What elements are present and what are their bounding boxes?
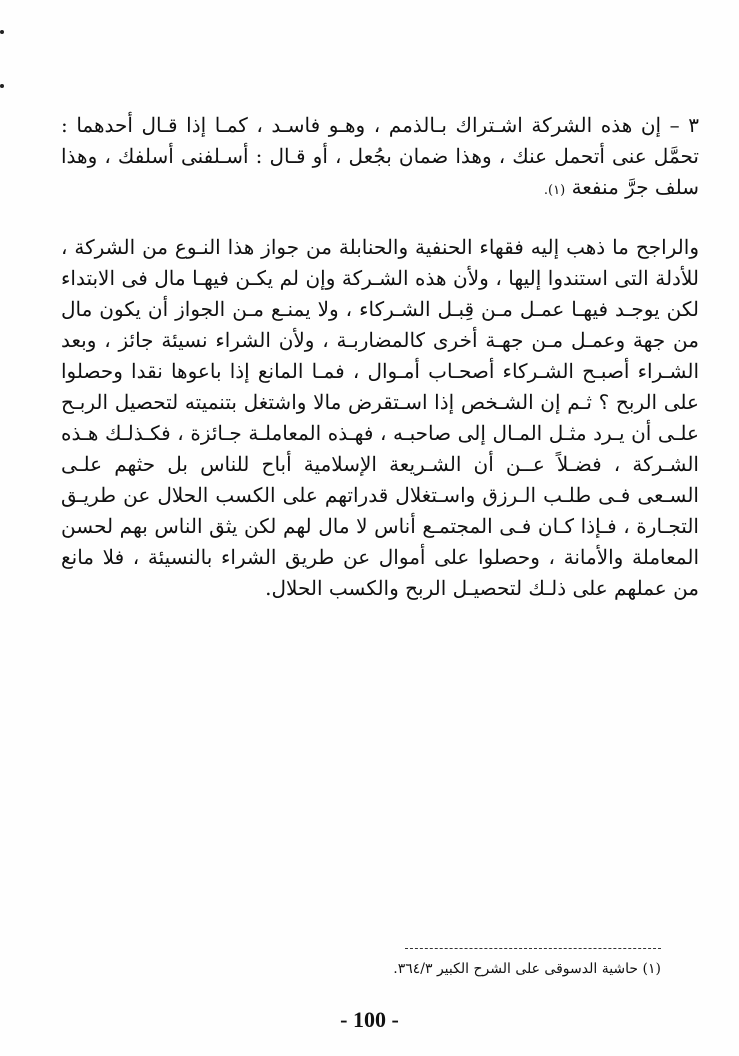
footnote: (١) حاشية الدسوقى على الشرح الكبير ٣٦٤/٣. [393,961,661,977]
paragraph-1 [61,110,699,206]
footnote-reference: (١). [543,183,566,198]
paragraph-2: والراجح ما ذهب إليه فقهاء الحنفية والحنابلة من جواز هذا النـوع من الشركة ، للأدلة التى استندوا إليها ، ولأن هذه الشـركة وإن لم يكـن فيهـا مال فى الابتداء لكن يوجـد فيهـا عمـل مـن قِبـل الشـركاء ، ولا يمنـع مـن الجواز أن يكون مال من جهة وعمـل مـن جهـة أخرى كالمضاربـة ، ولأن الشراء نسيئة جائز ، وبعد الشـراء أصبـح الشـركاء أصحـاب أمـوال ، فمـا المانع إذا باعوها نقدا وحصلوا على الربح ؟ ثـم إن الشـخص إذا اسـتقرض مالا واشتغل بتنميته لتحصيل الربـح علـى أن يـرد مثـل المـال إلى صاحبـه ، فهـذه المعاملـة جـائزة ، فكـذلـك هـذه الشـركة ، فضـلاً عــن أن الشـريعة الإسلامية أباح للناس بل حثهم علـى السـعى فـى طلـب الـرزق واسـتغلال قدراتهم على الكسب الحلال عن طريـق التجـارة ، فـإذا كـان فـى المجتمـع أناس لا مال لهم لكن يثق الناس بهم لحسن المعاملة والأمانة ، وحصلوا على أموال عن طريق الشراء بالنسيئة ، فلا مانع من عملهم على ذلـك لتحصيـل الربح والكسب الحلال. [61,235,699,600]
scan-artifact-dot [0,84,4,88]
footnote-separator [405,948,661,949]
page-number: - 100 - [340,1007,399,1032]
scan-artifact-dot [0,30,4,34]
paragraph-1-text: ٣ – إن هذه الشركة اشـتراك بـالذمم ، وهـو فاسـد ، كمـا إذا قـال أحدهما : تحمَّل عنى أتحمل عنك ، وهذا ضمان بجُعل ، أو قـال : أسـلفنى أسلفك ، وهذا سلف جرَّ منفعة [61,113,699,199]
